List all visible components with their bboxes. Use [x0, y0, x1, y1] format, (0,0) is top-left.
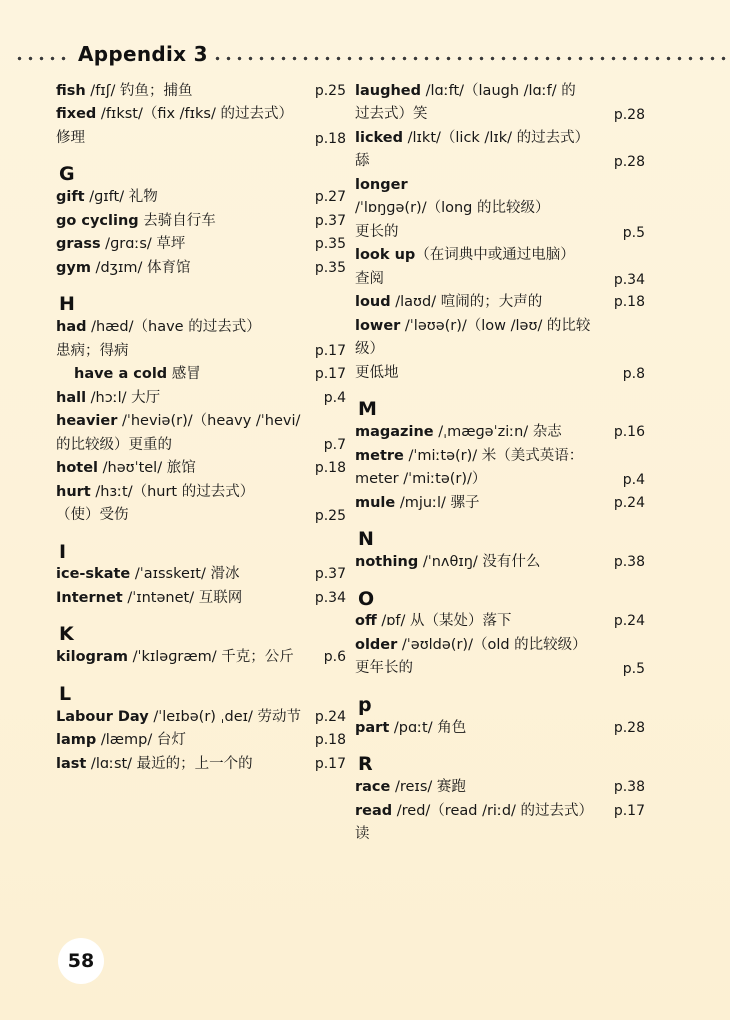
entry-page-reference: p.4	[323, 389, 346, 406]
entry-line: race /reɪs/ 赛跑	[355, 779, 466, 796]
page-title: Appendix 3	[78, 42, 208, 66]
entry-line: had /hæd/（have 的过去式）	[56, 319, 261, 336]
dictionary-entry	[56, 587, 346, 610]
dictionary-entry	[355, 551, 645, 574]
entry-line: fish /fɪʃ/ 钓鱼；捕鱼	[56, 83, 193, 99]
entry-line: look up（在词典中或通过电脑）	[355, 247, 575, 264]
dictionary-entry	[355, 80, 645, 127]
entry-page-reference: p.18	[613, 294, 645, 311]
dictionary-entry	[355, 291, 645, 314]
dictionary-entry	[355, 244, 645, 291]
dictionary-entry	[56, 80, 346, 103]
entry-line: 修理	[56, 129, 85, 146]
dictionary-entry	[355, 315, 645, 385]
dictionary-entry	[355, 717, 645, 740]
entry-page-reference: p.17	[314, 366, 346, 383]
letter-heading-l: L	[59, 682, 72, 705]
entry-line: read /red/（read /riːd/ 的过去式）读	[355, 802, 594, 843]
entry-line: gift /ɡɪft/ 礼物	[56, 189, 158, 206]
entry-page-reference: p.38	[613, 554, 645, 571]
entry-page-reference: p.5	[622, 661, 645, 678]
dictionary-entry	[355, 800, 645, 847]
dictionary-entry	[56, 363, 346, 386]
entry-line: 查阅	[355, 270, 384, 287]
dictionary-entry	[56, 706, 346, 729]
letter-heading-m: M	[358, 398, 377, 421]
page-header	[0, 42, 730, 72]
letter-heading-h: H	[59, 293, 75, 316]
header-dots-left	[14, 56, 70, 61]
entry-page-reference: p.27	[314, 189, 346, 206]
entry-line: older /ˈəʊldə(r)/（old 的比较级）	[355, 636, 587, 653]
entry-line: gym /dʒɪm/ 体育馆	[56, 259, 191, 276]
entry-page-reference: p.25	[314, 507, 346, 524]
entry-line: 更年长的	[355, 660, 413, 677]
entry-line: lamp /læmp/ 台灯	[56, 732, 186, 749]
entry-line: hurt /hɜːt/（hurt 的过去式）	[56, 483, 255, 500]
entry-page-reference: p.17	[613, 802, 645, 819]
entry-line: （使）受伤	[56, 507, 129, 524]
entry-page-reference: p.16	[613, 424, 645, 441]
entry-page-reference: p.6	[323, 649, 346, 666]
dictionary-entry	[355, 445, 645, 492]
entry-line: metre /ˈmiːtə(r)/ 米（美式英语：	[355, 447, 584, 464]
dictionary-entry	[355, 492, 645, 515]
entry-line: magazine /ˌmæɡəˈziːn/ 杂志	[355, 424, 562, 441]
word-list-columns	[0, 80, 730, 940]
dictionary-entry	[355, 127, 645, 174]
letter-heading-r: R	[358, 753, 373, 776]
entry-page-reference: p.24	[613, 613, 645, 630]
entry-line: nothing /ˈnʌθɪŋ/ 没有什么	[355, 554, 541, 571]
dictionary-entry	[355, 610, 645, 633]
entry-page-reference: p.25	[314, 83, 346, 99]
dictionary-entry	[355, 776, 645, 799]
entry-line: part /pɑːt/ 角色	[355, 719, 467, 736]
entry-page-reference: p.28	[613, 107, 645, 124]
dictionary-entry	[56, 457, 346, 480]
entry-line: off /ɒf/ 从（某处）落下	[355, 613, 512, 630]
entry-line: mule /mjuːl/ 骡子	[355, 494, 480, 511]
dictionary-entry	[56, 316, 346, 363]
entry-page-reference: p.37	[314, 566, 346, 583]
letter-heading-n: N	[358, 528, 374, 551]
entry-line: 的比较级）更重的	[56, 436, 172, 453]
dictionary-entry	[355, 421, 645, 444]
entry-line: meter /ˈmiːtə(r)/）	[355, 471, 487, 488]
entry-line: lower /ˈləʊə(r)/（low /ləʊ/ 的比较级）	[355, 317, 591, 358]
dictionary-entry	[56, 410, 346, 457]
entry-page-reference: p.7	[323, 437, 346, 454]
entry-page-reference: p.28	[613, 719, 645, 736]
entry-line: heavier /ˈheviə(r)/（heavy /ˈhevi/	[56, 413, 301, 430]
dictionary-entry	[355, 174, 645, 244]
entry-line: grass /ɡrɑːs/ 草坪	[56, 236, 186, 253]
dictionary-entry	[56, 210, 346, 233]
entry-page-reference: p.18	[314, 460, 346, 477]
dictionary-entry	[56, 233, 346, 256]
entry-line: last /lɑːst/ 最近的；上一个的	[56, 755, 253, 772]
entry-page-reference: p.34	[613, 271, 645, 288]
entry-page-reference: p.34	[314, 589, 346, 606]
dictionary-entry	[56, 186, 346, 209]
entry-line: 更长的	[355, 223, 399, 240]
entry-line: 患病；得病	[56, 342, 129, 359]
dictionary-entry	[56, 646, 346, 669]
entry-line: longer /ˈlɒŋɡə(r)/（long 的比较级）	[355, 176, 550, 217]
entry-page-reference: p.18	[314, 732, 346, 749]
dictionary-entry	[56, 563, 346, 586]
dictionary-entry	[56, 481, 346, 528]
entry-page-reference: p.38	[613, 779, 645, 796]
entry-page-reference: p.24	[314, 708, 346, 725]
entry-line: 更低地	[355, 364, 399, 381]
entry-line: go cycling 去骑自行车	[56, 212, 216, 229]
dictionary-entry	[56, 257, 346, 280]
entry-line: hotel /həʊˈtel/ 旅馆	[56, 460, 196, 477]
letter-heading-i: I	[59, 540, 67, 563]
letter-heading-k: K	[59, 623, 74, 646]
letter-heading-p: p	[358, 693, 372, 716]
dictionary-entry	[56, 729, 346, 752]
entry-line: hall /hɔːl/ 大厅	[56, 389, 161, 406]
entry-line: ice-skate /ˈaɪsskeɪt/ 滑冰	[56, 566, 240, 583]
entry-page-reference: p.37	[314, 212, 346, 229]
entry-page-reference: p.28	[613, 154, 645, 171]
entry-page-reference: p.5	[622, 224, 645, 241]
dictionary-entry	[56, 753, 346, 776]
entry-line: loud /laʊd/ 喧闹的；大声的	[355, 294, 543, 311]
word-list-column-left	[56, 80, 346, 776]
dictionary-entry	[355, 634, 645, 681]
dictionary-entry	[56, 387, 346, 410]
entry-line: laughed /lɑːft/（laugh /lɑːf/ 的	[355, 83, 576, 99]
entry-page-reference: p.35	[314, 259, 346, 276]
entry-page-reference: p.4	[622, 471, 645, 488]
entry-page-reference: p.35	[314, 236, 346, 253]
entry-line: Internet /ˈɪntənet/ 互联网	[56, 589, 243, 606]
entry-line: licked /lɪkt/（lick /lɪk/ 的过去式）	[355, 129, 590, 146]
entry-line: fixed /fɪkst/（fix /fɪks/ 的过去式）	[56, 106, 293, 123]
letter-heading-g: G	[59, 163, 75, 186]
word-list-column-right	[355, 80, 645, 847]
page-number: 58	[58, 938, 104, 984]
letter-heading-o: O	[358, 587, 375, 610]
entry-page-reference: p.24	[613, 494, 645, 511]
entry-line: kilogram /ˈkɪləɡræm/ 千克；公斤	[56, 649, 294, 666]
entry-page-reference: p.18	[314, 130, 346, 147]
entry-line: Labour Day /ˈleɪbə(r) ˌdeɪ/ 劳动节	[56, 708, 302, 725]
entry-page-reference: p.8	[622, 365, 645, 382]
entry-line: 舔	[355, 153, 370, 170]
entry-page-reference: p.17	[314, 343, 346, 360]
dictionary-entry	[56, 103, 346, 150]
entry-page-reference: p.17	[314, 755, 346, 772]
entry-line: have a cold 感冒	[74, 366, 201, 383]
entry-line: 过去式）笑	[355, 106, 428, 123]
header-dots-right	[212, 56, 730, 61]
